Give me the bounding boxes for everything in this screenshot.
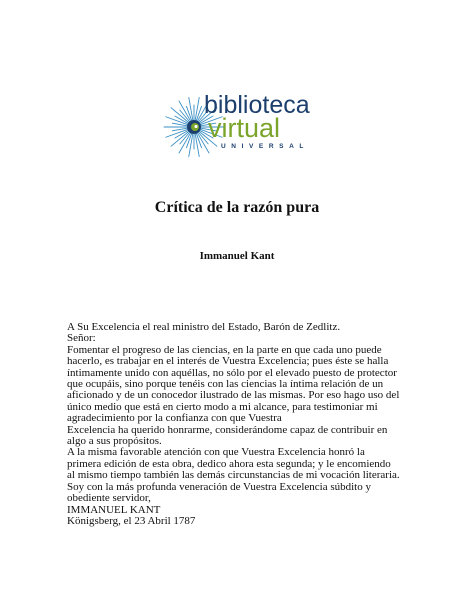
body-line: hacerlo, es trabajar en el interés de Vuestra Excelencia; pues éste se halla [67, 355, 389, 368]
body-line: Señor: [67, 332, 96, 345]
logo-word-virtual: virtual [208, 113, 281, 143]
body-line: aficionado y de un conocedor ilustrado de las mismas. Por eso hago uso del [67, 389, 400, 402]
body-line: que ocupáis, sino porque tenéis con las ciencias la íntima relación de un [67, 378, 384, 391]
document-body [67, 322, 427, 527]
body-line: Excelencia ha querido honrarme, considerándome capaz de contribuir en [67, 423, 388, 436]
body-line: algo a sus propósitos. [67, 435, 162, 448]
document-title: Crítica de la razón pura [154, 199, 320, 216]
logo-word-universal: UNIVERSAL [221, 143, 309, 150]
logo-word-biblioteca: biblioteca [204, 91, 310, 119]
body-line: íntimamente unido con aquéllas, no sólo por el elevado puesto de protector [67, 366, 397, 379]
body-line: al mismo tiempo también las demás circunstancias de mi vocación literaria. [67, 469, 400, 482]
biblioteca-virtual-logo [163, 92, 323, 160]
body-line: IMMANUEL KANT [67, 503, 161, 516]
body-line: obediente servidor, [67, 492, 151, 505]
body-line: Königsberg, el 23 Abril 1787 [67, 514, 196, 527]
body-line: primera edición de esta obra, dedico ahora esta segunda; y le encomiendo [67, 457, 391, 470]
body-line: Soy con la más profunda veneración de Vuestra Excelencia súbdito y [67, 480, 371, 493]
body-line: único medio que está en cierto modo a mi alcance, para testimoniar mi [67, 400, 378, 413]
document-author: Immanuel Kant [199, 250, 275, 262]
body-line: agradecimiento por la confianza con que Vuestra [67, 412, 282, 425]
body-line: Fomentar el progreso de las ciencias, en la parte en que cada uno puede [67, 343, 382, 356]
body-line: A la misma favorable atención con que Vuestra Excelencia honró la [67, 446, 365, 459]
body-line: A Su Excelencia el real ministro del Estado, Barón de Zedlitz. [67, 321, 341, 333]
